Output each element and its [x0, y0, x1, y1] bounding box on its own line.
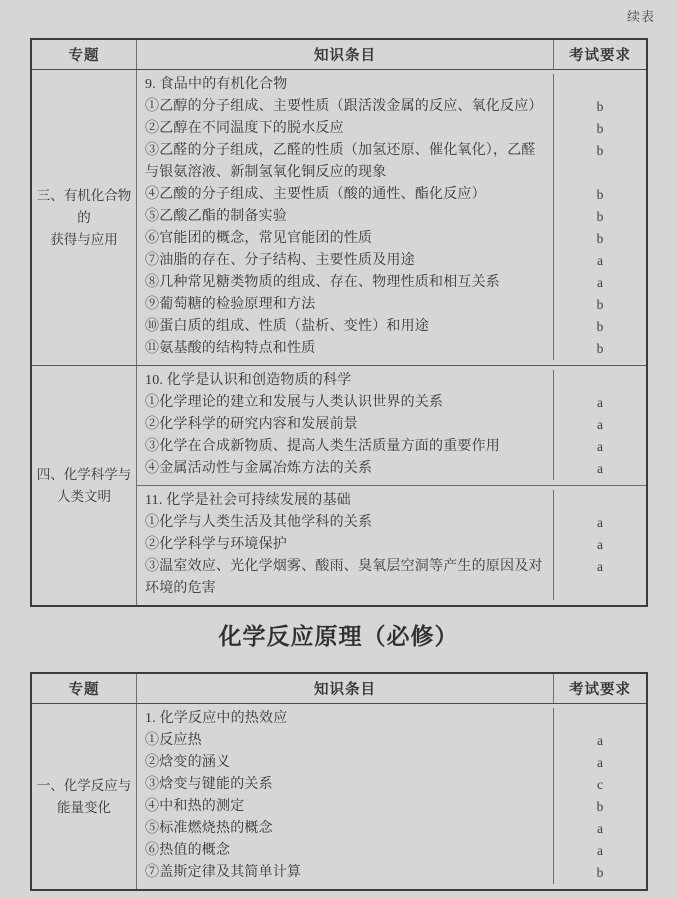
knowledge-block	[137, 70, 646, 365]
table-group-row	[32, 704, 646, 889]
knowledge-text: 1. 化学反应中的热效应	[145, 711, 288, 726]
requirement-level: a	[553, 436, 646, 458]
knowledge-text: ①化学理论的建立和发展与人类认识世界的关系	[145, 395, 444, 410]
requirement-level: a	[553, 818, 646, 840]
knowledge-line	[137, 140, 646, 184]
section-title: 化学反应原理（必修）	[218, 624, 459, 649]
knowledge-text: ⑪氨基酸的结构特点和性质	[145, 341, 316, 356]
requirement-level: b	[553, 294, 646, 316]
requirement-level: a	[553, 414, 646, 436]
knowledge-line	[137, 370, 646, 392]
knowledge-text: ②乙醇在不同温度下的脱水反应	[145, 121, 344, 136]
requirement-level: a	[553, 534, 646, 556]
knowledge-line	[137, 818, 646, 840]
requirement-level: a	[553, 840, 646, 862]
knowledge-line	[137, 228, 646, 250]
continued-table-label: 续表	[626, 9, 655, 24]
requirement-level: a	[553, 272, 646, 294]
column-header-topic: 专题	[32, 40, 137, 69]
knowledge-text: ①化学与人类生活及其他学科的关系	[145, 515, 373, 530]
knowledge-line	[137, 414, 646, 436]
column-header-requirement: 考试要求	[553, 40, 646, 69]
column-header-requirement: 考试要求	[553, 674, 646, 703]
knowledge-line	[137, 74, 646, 96]
knowledge-blocks	[137, 366, 646, 605]
knowledge-line	[137, 118, 646, 140]
column-header-knowledge: 知识条目	[314, 682, 376, 698]
requirement-level: a	[553, 458, 646, 480]
topic-cell	[32, 366, 137, 605]
knowledge-text: ③温室效应、光化学烟雾、酸雨、臭氧层空洞等产生的原因及对环境的危害	[145, 559, 543, 596]
topic-line: 三、有机化合物的	[36, 187, 132, 225]
requirement-level: b	[553, 206, 646, 228]
syllabus-table-continued	[30, 38, 648, 607]
knowledge-text: ①反应热	[145, 733, 202, 748]
requirement-level: b	[553, 316, 646, 338]
knowledge-text: ③焓变与键能的关系	[145, 777, 273, 792]
requirement-level: b	[553, 184, 646, 206]
knowledge-line	[137, 316, 646, 338]
requirement-level: c	[553, 774, 646, 796]
knowledge-blocks	[137, 704, 646, 889]
requirement-level: a	[553, 512, 646, 534]
knowledge-block	[137, 485, 646, 605]
knowledge-text: ⑩蛋白质的组成、性质（盐析、变性）和用途	[145, 319, 429, 334]
column-header-topic: 专题	[32, 674, 137, 703]
knowledge-text: 9. 食品中的有机化合物	[145, 77, 288, 92]
knowledge-text: ⑥热值的概念	[145, 843, 231, 858]
knowledge-line	[137, 796, 646, 818]
syllabus-table-reaction-principles	[30, 672, 648, 891]
knowledge-line	[137, 436, 646, 458]
knowledge-line	[137, 184, 646, 206]
knowledge-line	[137, 338, 646, 360]
requirement-level: a	[553, 392, 646, 414]
table-body	[32, 70, 646, 605]
knowledge-line	[137, 752, 646, 774]
knowledge-text: ⑤乙酸乙酯的制备实验	[145, 209, 287, 224]
topic-line: 人类文明	[57, 488, 111, 504]
knowledge-line	[137, 512, 646, 534]
knowledge-line	[137, 206, 646, 228]
knowledge-text: ④乙酸的分子组成、主要性质（酸的通性、酯化反应）	[145, 187, 486, 202]
knowledge-line	[137, 392, 646, 414]
knowledge-text: ⑨葡萄糖的检验原理和方法	[145, 297, 316, 312]
knowledge-block	[137, 704, 646, 889]
requirement-level: b	[553, 862, 646, 884]
requirement-level: b	[553, 96, 646, 118]
knowledge-line	[137, 534, 646, 556]
requirement-level: b	[553, 118, 646, 140]
knowledge-line	[137, 490, 646, 512]
knowledge-text: ②化学科学的研究内容和发展前景	[145, 417, 358, 432]
requirement-level: b	[553, 228, 646, 250]
knowledge-line	[137, 708, 646, 730]
requirement-level: a	[553, 730, 646, 752]
knowledge-text: 10. 化学是认识和创造物质的科学	[145, 373, 352, 388]
requirement-level: a	[553, 752, 646, 774]
topic-line: 一、化学反应与	[36, 777, 132, 793]
requirement-level: b	[553, 796, 646, 818]
knowledge-text: ⑦油脂的存在、分子结构、主要性质及用途	[145, 253, 415, 268]
knowledge-line	[137, 730, 646, 752]
knowledge-text: ⑦盖斯定律及其简单计算	[145, 865, 302, 880]
topic-line: 四、化学科学与	[36, 466, 132, 482]
requirement-level: a	[553, 250, 646, 272]
knowledge-text: ⑤标准燃烧热的概念	[145, 821, 273, 836]
knowledge-line	[137, 774, 646, 796]
knowledge-text: ⑧几种常见糖类物质的组成、存在、物理性质和相互关系	[145, 275, 500, 290]
column-header-knowledge: 知识条目	[314, 48, 376, 64]
topic-cell	[32, 704, 137, 889]
knowledge-line	[137, 272, 646, 294]
knowledge-text: ⑥官能团的概念，常见官能团的性质	[145, 231, 373, 246]
table-group-row	[32, 70, 646, 365]
knowledge-text: ④金属活动性与金属冶炼方法的关系	[145, 461, 373, 476]
requirement-level	[553, 490, 646, 512]
requirement-level	[553, 370, 646, 392]
requirement-level	[553, 74, 646, 96]
table-header-row	[32, 674, 646, 704]
requirement-level: b	[553, 338, 646, 360]
knowledge-text: ③化学在合成新物质、提高人类生活质量方面的重要作用	[145, 439, 500, 454]
knowledge-line	[137, 556, 646, 600]
knowledge-text: 11. 化学是社会可持续发展的基础	[145, 493, 351, 508]
table-header-row	[32, 40, 646, 70]
topic-line: 能量变化	[57, 799, 111, 815]
knowledge-text: ④中和热的测定	[145, 799, 245, 814]
knowledge-text: ②焓变的涵义	[145, 755, 231, 770]
requirement-level: a	[553, 556, 646, 600]
requirement-level	[553, 708, 646, 730]
knowledge-line	[137, 294, 646, 316]
table-body	[32, 704, 646, 889]
knowledge-line	[137, 96, 646, 118]
knowledge-line	[137, 250, 646, 272]
knowledge-line	[137, 840, 646, 862]
knowledge-blocks	[137, 70, 646, 365]
knowledge-text: ③乙醛的分子组成，乙醛的性质（加氢还原、催化氧化），乙醛与银氨溶液、新制氢氧化铜反应的现象	[145, 143, 536, 180]
topic-cell	[32, 70, 137, 365]
knowledge-line	[137, 862, 646, 884]
topic-line: 获得与应用	[50, 231, 118, 247]
knowledge-text: ②化学科学与环境保护	[145, 537, 287, 552]
knowledge-line	[137, 458, 646, 480]
requirement-level: b	[553, 140, 646, 184]
knowledge-text: ①乙醇的分子组成、主要性质（跟活泼金属的反应、氧化反应）	[145, 99, 543, 114]
knowledge-block	[137, 366, 646, 485]
table-group-row	[32, 365, 646, 605]
